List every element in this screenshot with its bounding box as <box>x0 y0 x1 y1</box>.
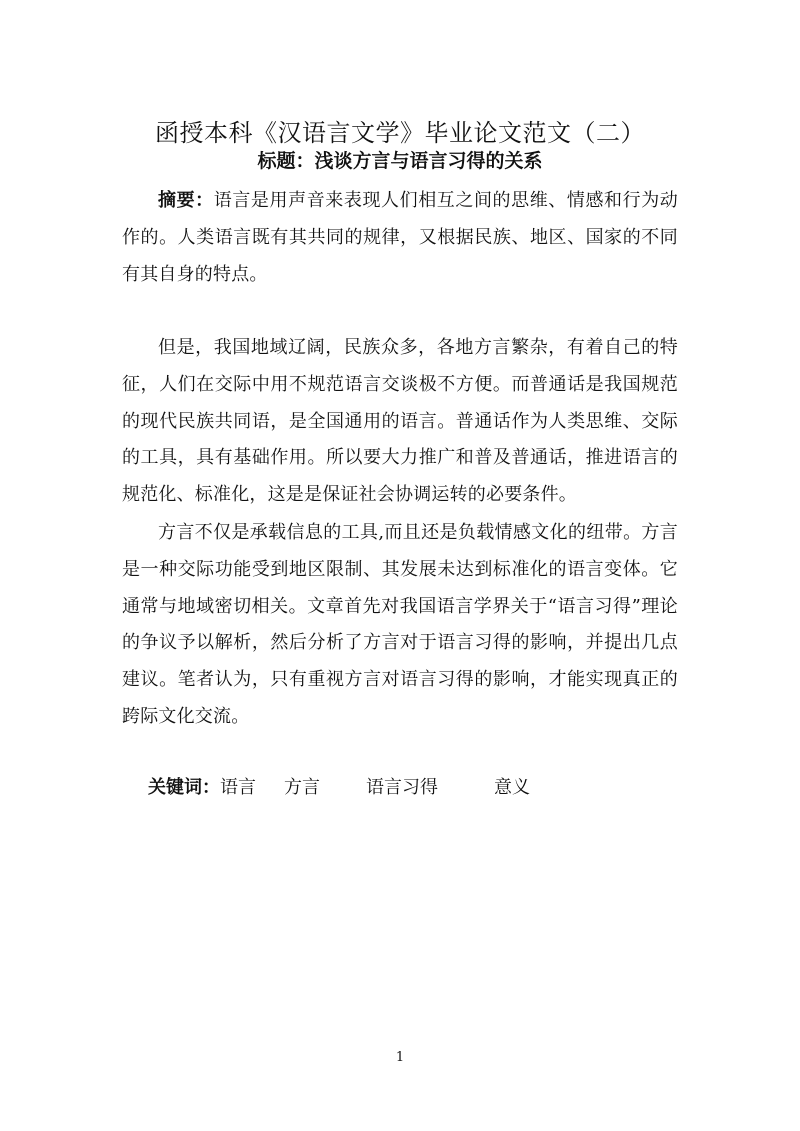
keyword-item: 方言 <box>284 777 320 798</box>
body-paragraph-2: 方言不仅是承载信息的工具,而且还是负载情感文化的纽带。方言是一种交际功能受到地区限制、其发展未达到标准化的语言变体。它通常与地域密切相关。文章首先对我国语言学界关于“语言习得”理论的争议予以解析，然后分析了方言对于语言习得的影响，并提出几点建议。笔者认为，只有重视方言对语言习得的影响，才能实现真正的跨际文化交流。 <box>122 522 678 727</box>
body-paragraph-1: 但是，我国地域辽阔，民族众多，各地方言繁杂，有着自己的特征，人们在交际中用不规范语言交谈极不方便。而普通话是我国规范的现代民族共同语，是全国通用的语言。普通话作为人类思维、交际的工具，具有基础作用。所以要大力推广和普及普通话，推进语言的规范化、标准化，这是是保证社会协调运转的必要条件。 <box>122 337 678 506</box>
keyword-item: 意义 <box>494 777 530 798</box>
page-title: 函授本科《汉语言文学》毕业论文范文（二） <box>155 119 645 148</box>
page-number: 1 <box>395 1050 405 1065</box>
keywords-line <box>148 771 530 805</box>
abstract-paragraph <box>122 183 678 293</box>
abstract-text: 语言是用声音来表现人们相互之间的思维、情感和行为动作的。人类语言既有其共同的规律，又根据民族、地区、国家的不同有其自身的特点。 <box>122 190 678 285</box>
keyword-item: 语言 <box>220 777 256 798</box>
keyword-item: 语言习得 <box>366 777 438 798</box>
keywords-label: 关键词： <box>148 777 220 798</box>
abstract-label: 摘要： <box>158 190 214 211</box>
paper-subtitle: 标题：浅谈方言与语言习得的关系 <box>257 150 543 172</box>
